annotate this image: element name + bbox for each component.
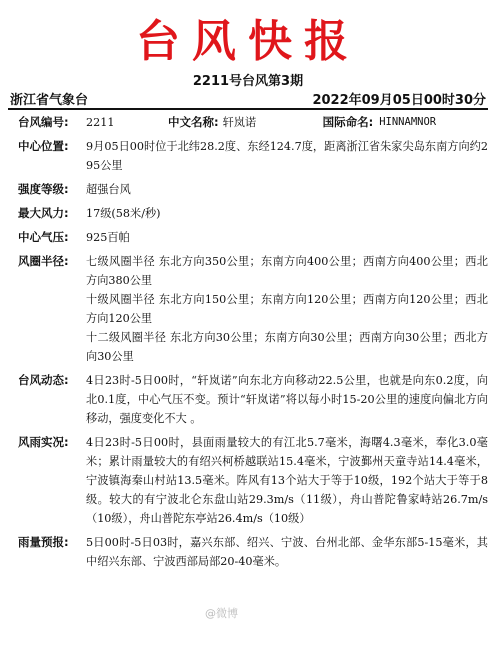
rain-forecast-row: [18, 533, 488, 571]
wind-radius-label: 风圈半径:: [18, 254, 69, 268]
cn-name-label: 中文名称:: [168, 115, 219, 129]
center-position-value: 9月05日00时位于北纬28.2度、东经124.7度，距离浙江省朱家尖岛东南方向约295公里: [86, 140, 488, 172]
intl-name-label: 国际命名:: [322, 115, 374, 129]
rain-forecast-value: 5日00时-5日03时，嘉兴东部、绍兴、宁波、台州北部、金华东部5-15毫米，其中绍兴东部、宁波西部局部20-40毫米。: [86, 536, 488, 568]
typhoon-code-label: 台风编号:: [18, 115, 69, 129]
typhoon-code-value: 2211: [86, 116, 115, 129]
issue-datetime: 2022年09月05日00时30分: [312, 93, 486, 108]
intensity-row: [18, 180, 488, 199]
bulletin-body: [18, 113, 488, 576]
page-title: 台风快报: [136, 16, 360, 67]
movement-row: [18, 371, 488, 428]
rain-forecast-label: 雨量预报:: [18, 535, 69, 549]
movement-value: 4日23时-5日00时，“轩岚诺”向东北方向移动22.5公里，也就是向东0.2度，向北0.1度，中心气压不变。预计“轩岚诺”将以每小时15-20公里的速度向偏北方向移动，强度变化不大 。: [86, 374, 488, 425]
max-wind-label: 最大风力:: [18, 206, 69, 220]
wind-radius-12: 十二级风圈半径 东北方向30公里；东南方向30公里；西南方向30公里；西北方向30公里: [86, 331, 488, 363]
pressure-row: [18, 228, 488, 247]
intl-name-value: HINNAMNOR: [379, 116, 437, 128]
center-position-label: 中心位置:: [18, 139, 69, 153]
center-position-row: [18, 137, 488, 175]
watermark: @微博: [205, 607, 238, 620]
rain-wind-value: 4日23时-5日00时，县面雨量较大的有江北5.7毫米，海曙4.3毫米，奉化3.0毫米；累计雨量较大的有绍兴柯桥越联站15.4毫米，宁波鄞州天童寺站14.4毫米，宁波镇海秦山村站13.5毫米。阵风有13个站大于等于10级，192个站大于等于8级。较大的有宁波北仑东盘山站29.3m/s（11级），舟山普陀鲁家峙站26.7m/s（10级），舟山普陀东亭站26.4m/s（10级）: [86, 436, 488, 525]
wind-radius-10: 十级风圈半径 东北方向150公里；东南方向120公里；西南方向120公里；西北方向120公里: [86, 293, 488, 325]
cn-name-value: 轩岚诺: [222, 116, 257, 129]
intensity-value: 超强台风: [86, 183, 131, 196]
issuer: 浙江省气象台: [10, 93, 89, 108]
typhoon-code-row: [18, 113, 488, 132]
rain-wind-row: [18, 433, 488, 528]
max-wind-row: [18, 204, 488, 223]
intensity-label: 强度等级:: [18, 182, 69, 196]
pressure-label: 中心气压:: [18, 230, 69, 244]
header-divider: [8, 108, 488, 110]
issue-number: 2211号台风第3期: [192, 74, 304, 89]
movement-label: 台风动态:: [18, 373, 69, 387]
max-wind-value: 17级(58米/秒): [86, 207, 161, 220]
wind-radius-7: 七级风圈半径 东北方向350公里；东南方向400公里；西南方向400公里；西北方向380公里: [86, 255, 488, 287]
rain-wind-label: 风雨实况:: [18, 435, 69, 449]
wind-radius-row: [18, 252, 488, 366]
pressure-value: 925百帕: [86, 231, 130, 244]
